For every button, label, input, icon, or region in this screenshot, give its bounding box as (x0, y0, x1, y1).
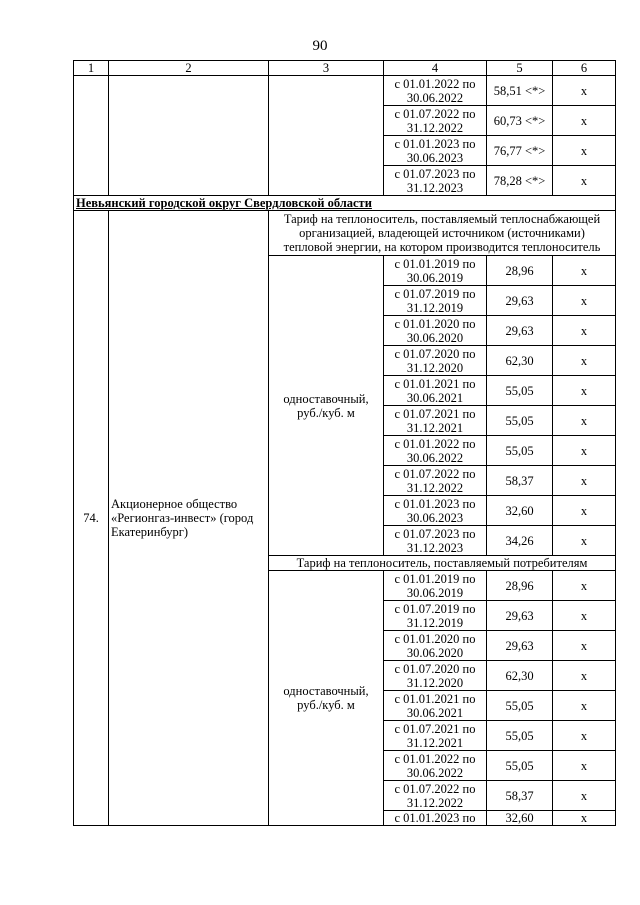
col6-mark: x (553, 136, 616, 166)
period-cell (384, 406, 487, 436)
period-start: с 01.07.2023 по (394, 526, 476, 541)
col6-mark: x (553, 286, 616, 316)
tariff-title-line: тепловой энергии, на котором производится теплоноситель (283, 240, 601, 254)
tariff-table (73, 60, 616, 826)
col6-mark: x (553, 256, 616, 286)
organization-line: Акционерное общество (111, 497, 238, 511)
tariff-value: 28,96 (487, 256, 553, 286)
period-start: с 01.01.2023 по (394, 811, 476, 825)
period-cell (384, 571, 487, 601)
period-end: 31.12.2020 (406, 360, 464, 375)
tariff-value: 29,63 (487, 316, 553, 346)
col6-mark: x (553, 406, 616, 436)
period-end: 31.12.2022 (406, 795, 464, 810)
column-header: 1 (74, 61, 109, 76)
col6-mark: x (553, 691, 616, 721)
unit-line: одноставочный, (283, 391, 369, 406)
tariff-value: 55,05 (487, 691, 553, 721)
period-end: 31.12.2020 (406, 675, 464, 690)
col6-mark: x (553, 346, 616, 376)
tariff-value: 28,96 (487, 571, 553, 601)
col6-mark: x (553, 496, 616, 526)
period-start: с 01.07.2020 по (394, 661, 476, 676)
period-start: с 01.01.2023 по (394, 496, 476, 511)
col6-mark: x (553, 661, 616, 691)
period-start: с 01.01.2022 по (394, 751, 476, 766)
organization-name (109, 211, 269, 826)
period-start: с 01.01.2019 по (394, 571, 476, 586)
period-end: 30.06.2022 (406, 765, 464, 780)
period-end: 30.06.2022 (406, 450, 464, 465)
tariff-value: 55,05 (487, 721, 553, 751)
empty-cell (269, 76, 384, 196)
period-start: с 01.01.2022 по (394, 436, 476, 451)
empty-cell (74, 76, 109, 196)
col6-mark: x (553, 466, 616, 496)
period-start: с 01.07.2019 по (394, 286, 476, 301)
period-cell (384, 76, 487, 106)
organization-line: Екатеринбург) (111, 525, 189, 539)
tariff-value: 78,28 <*> (487, 166, 553, 196)
period-start: с 01.01.2022 по (394, 76, 476, 91)
period-cell (384, 376, 487, 406)
col6-mark: x (553, 811, 616, 826)
period-start: с 01.01.2019 по (394, 256, 476, 271)
col6-mark: x (553, 526, 616, 556)
period-start: с 01.07.2022 по (394, 466, 476, 481)
period-cell (384, 496, 487, 526)
period-cell (384, 346, 487, 376)
period-cell (384, 466, 487, 496)
period-end: 30.06.2019 (406, 270, 464, 285)
col6-mark: x (553, 781, 616, 811)
col6-mark: x (553, 166, 616, 196)
section-title: Невьянский городской округ Свердловской области (74, 196, 616, 211)
organization-line: «Регионгаз-инвест» (город (111, 511, 254, 525)
tariff-value: 29,63 (487, 631, 553, 661)
period-cell (384, 256, 487, 286)
tariff-value: 55,05 (487, 436, 553, 466)
entry-header-row (74, 211, 616, 256)
period-end: 30.06.2020 (406, 330, 464, 345)
period-end: 31.12.2022 (406, 480, 464, 495)
tariff-value: 55,05 (487, 376, 553, 406)
period-cell (384, 166, 487, 196)
period-end: 30.06.2020 (406, 645, 464, 660)
period-end: 30.06.2021 (406, 705, 464, 720)
column-header: 3 (269, 61, 384, 76)
period-start: с 01.07.2020 по (394, 346, 476, 361)
period-end: 31.12.2019 (406, 615, 464, 630)
period-cell (384, 316, 487, 346)
table-row (74, 76, 616, 106)
period-end: 30.06.2023 (406, 510, 464, 525)
tariff-value: 58,37 (487, 781, 553, 811)
col6-mark: x (553, 76, 616, 106)
period-end: 31.12.2021 (406, 420, 464, 435)
period-start: с 01.01.2021 по (394, 376, 476, 391)
col6-mark: x (553, 316, 616, 346)
period-start: с 01.01.2021 по (394, 691, 476, 706)
column-header: 4 (384, 61, 487, 76)
period-cell (384, 631, 487, 661)
col6-mark: x (553, 376, 616, 406)
period-end: 30.06.2023 (406, 150, 464, 165)
period-end: 31.12.2023 (406, 180, 464, 195)
tariff-value: 62,30 (487, 661, 553, 691)
unit-line: одноставочный, (283, 684, 369, 698)
col6-mark: x (553, 751, 616, 781)
tariff-value: 32,60 (487, 496, 553, 526)
period-start: с 01.07.2022 по (394, 781, 476, 796)
tariff-value: 34,26 (487, 526, 553, 556)
page-number: 90 (312, 38, 328, 54)
tariff-value: 32,60 (487, 811, 553, 826)
period-end: 31.12.2023 (406, 540, 464, 555)
column-header: 5 (487, 61, 553, 76)
period-end: 30.06.2021 (406, 390, 464, 405)
unit-cell (269, 571, 384, 826)
period-cell (384, 526, 487, 556)
column-header: 6 (553, 61, 616, 76)
unit-cell (269, 256, 384, 556)
period-start: с 01.07.2022 по (394, 106, 476, 121)
empty-cell (109, 76, 269, 196)
col6-mark: x (553, 721, 616, 751)
tariff-value: 76,77 <*> (487, 136, 553, 166)
period-start: с 01.01.2023 по (394, 136, 476, 151)
col6-mark: x (553, 106, 616, 136)
unit-line: руб./куб. м (297, 405, 355, 420)
period-start: с 01.07.2021 по (394, 406, 476, 421)
tariff-title-line: организацией, владеющей источником (источниками) (299, 226, 585, 240)
tariff-title (269, 211, 616, 256)
period-cell (384, 781, 487, 811)
period-cell (384, 601, 487, 631)
tariff-value: 58,37 (487, 466, 553, 496)
period-start: с 01.07.2021 по (394, 721, 476, 736)
tariff-value: 29,63 (487, 601, 553, 631)
period-end: 30.06.2019 (406, 585, 464, 600)
section-row (74, 196, 616, 211)
period-cell (384, 751, 487, 781)
entry-number: 74. (74, 211, 109, 826)
tariff-title: Тариф на теплоноситель, поставляемый потребителям (269, 556, 616, 571)
column-header-row (74, 61, 616, 76)
period-end: 30.06.2022 (406, 90, 464, 105)
period-cell (384, 286, 487, 316)
period-cell (384, 436, 487, 466)
period-cell (384, 811, 487, 826)
period-cell (384, 721, 487, 751)
tariff-title-line: Тариф на теплоноситель, поставляемый теплоснабжающей (283, 212, 601, 226)
col6-mark: x (553, 436, 616, 466)
tariff-value: 55,05 (487, 751, 553, 781)
tariff-value: 58,51 <*> (487, 76, 553, 106)
period-start: с 01.01.2020 по (394, 316, 476, 331)
period-end: 31.12.2021 (406, 735, 464, 750)
unit-line: руб./куб. м (297, 698, 355, 712)
period-cell (384, 136, 487, 166)
column-header: 2 (109, 61, 269, 76)
tariff-value: 55,05 (487, 406, 553, 436)
col6-mark: x (553, 601, 616, 631)
tariff-value: 29,63 (487, 286, 553, 316)
tariff-value: 62,30 (487, 346, 553, 376)
col6-mark: x (553, 631, 616, 661)
period-start: с 01.07.2023 по (394, 166, 476, 181)
period-end: 31.12.2019 (406, 300, 464, 315)
period-start: с 01.01.2020 по (394, 631, 476, 646)
col6-mark: x (553, 571, 616, 601)
period-cell (384, 661, 487, 691)
period-cell (384, 691, 487, 721)
period-end: 31.12.2022 (406, 120, 464, 135)
period-cell (384, 106, 487, 136)
period-start: с 01.07.2019 по (394, 601, 476, 616)
tariff-value: 60,73 <*> (487, 106, 553, 136)
